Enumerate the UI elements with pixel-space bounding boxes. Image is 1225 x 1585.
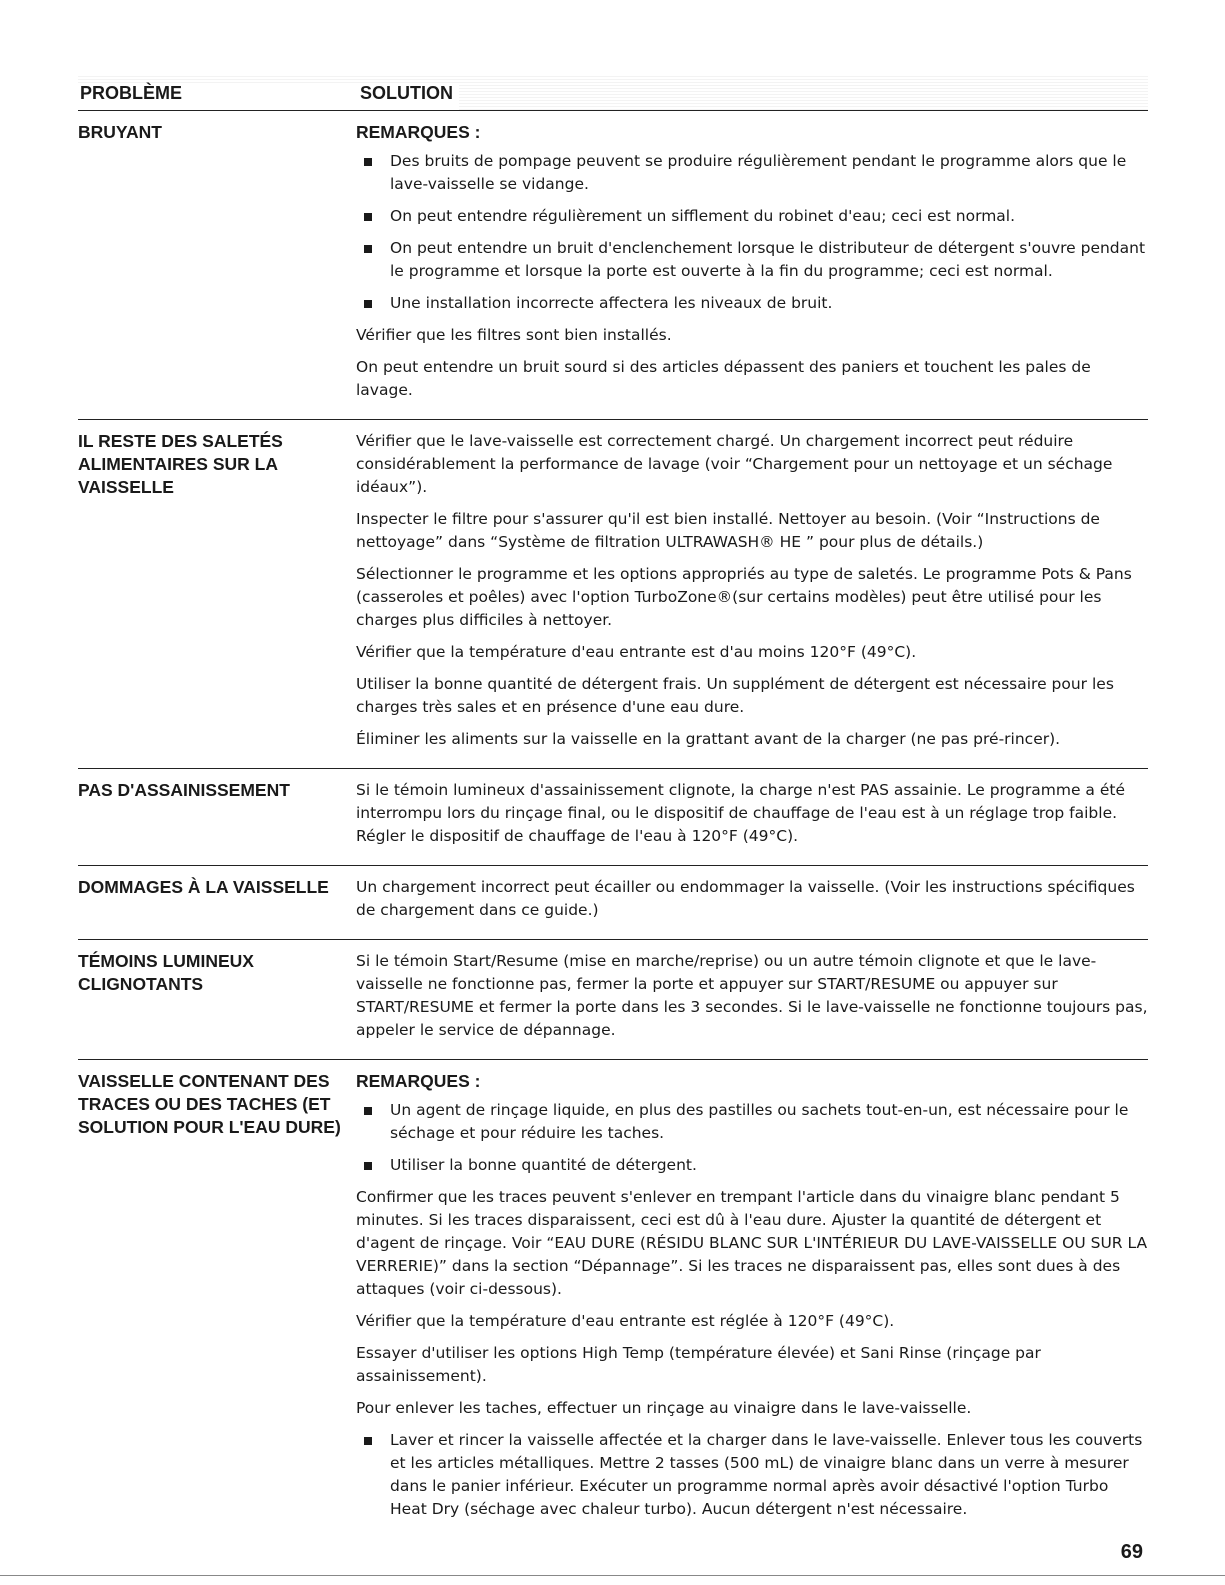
bullet-text: Des bruits de pompage peuvent se produire régulièrement pendant le programme alors que le lave-vaisselle se vidange. [390,152,1127,193]
bullet-text: On peut entendre régulièrement un sifflement du robinet d'eau; ceci est normal. [390,207,1016,225]
bullet-text: Une installation incorrecte affectera les niveaux de bruit. [390,294,833,312]
paragraph: Si le témoin lumineux d'assainissement clignote, la charge n'est PAS assainie. Le programme a été interrompu lors du rinçage final, ou le dispositif de chauffage de l'eau est à un réglage trop faible. Régler le dispositif de chauffage de l'eau à 120°F (49°C). [356,781,1125,845]
list-item [356,205,1148,228]
problem-cell: BRUYANT [78,122,162,142]
paragraph: Éliminer les aliments sur la vaisselle en la grattant avant de la charger (ne pas pré-rincer). [356,730,1061,748]
list-item [356,1099,1148,1145]
solution-cell [356,876,1148,931]
list-item [356,150,1148,196]
paragraph: Un chargement incorrect peut écailler ou endommager la vaisselle. (Voir les instructions spécifiques de chargement dans ce guide.) [356,878,1135,919]
paragraph: Essayer d'utiliser les options High Temp (température élevée) et Sani Rinse (rinçage par assainissement). [356,1344,1041,1385]
bullet-square-icon [364,1162,372,1170]
bullet-square-icon [364,158,372,166]
problem-cell: DOMMAGES À LA VAISSELLE [78,877,329,897]
paragraph: On peut entendre un bruit sourd si des articles dépassent des paniers et touchent les pales de lavage. [356,358,1091,399]
bullet-square-icon [364,1107,372,1115]
remarks-label: REMARQUES : [356,1071,481,1091]
problem-cell: TÉMOINS LUMINEUX CLIGNOTANTS [78,951,254,994]
header-solution: SOLUTION [358,83,459,110]
bullet-text: On peut entendre un bruit d'enclenchement lorsque le distributeur de détergent s'ouvre pendant le programme et lorsque la porte est ouverte à la fin du programme; ceci est normal. [390,239,1146,280]
paragraph: Utiliser la bonne quantité de détergent frais. Un supplément de détergent est nécessaire pour les charges très sales et en présence d'une eau dure. [356,675,1114,716]
problem-cell: PAS D'ASSAINISSEMENT [78,780,290,800]
solution-cell [356,1070,1148,1530]
bullet-text: Utiliser la bonne quantité de détergent. [390,1156,697,1174]
solution-cell [356,121,1148,411]
list-item [356,292,1148,315]
bullet-square-icon [364,1437,372,1445]
bullet-square-icon [364,300,372,308]
solution-cell [356,430,1148,760]
paragraph: Sélectionner le programme et les options appropriés au type de saletés. Le programme Pots & Pans (casseroles et poêles) avec l'option TurboZone®(sur certains modèles) peut être utilisé pour les charges plus difficiles à nettoyer. [356,565,1132,629]
footer-rule [0,1575,1225,1576]
paragraph: Pour enlever les taches, effectuer un rinçage au vinaigre dans le lave-vaisselle. [356,1399,972,1417]
table-row [78,111,1148,420]
paragraph: Inspecter le filtre pour s'assurer qu'il est bien installé. Nettoyer au besoin. (Voir “Instructions de nettoyage” dans “Système de filtration ULTRAWASH® HE ” pour plus de détails.) [356,510,1100,551]
troubleshooting-table [78,74,1148,1538]
solution-cell [356,779,1148,857]
list-item [356,1154,1148,1177]
bullet-square-icon [364,213,372,221]
problem-cell: VAISSELLE CONTENANT DES TRACES OU DES TACHES (ET SOLUTION POUR L'EAU DURE) [78,1071,341,1137]
header-problem: PROBLÈME [78,83,358,110]
problem-cell: IL RESTE DES SALETÉS ALIMENTAIRES SUR LA VAISSELLE [78,431,283,497]
page-number: 69 [1120,1541,1143,1563]
list-item [356,1429,1148,1521]
paragraph: Vérifier que la température d'eau entrante est d'au moins 120°F (49°C). [356,643,917,661]
bullet-square-icon [364,245,372,253]
table-header [78,74,1148,111]
paragraph: Confirmer que les traces peuvent s'enlever en trempant l'article dans du vinaigre blanc pendant 5 minutes. Si les traces disparaissent, ceci est dû à l'eau dure. Ajuster la quantité de détergent et d'agent de rinçage. Voir “EAU DURE (RÉSIDU BLANC SUR L'INTÉRIEUR DU LAVE-VAISSELLE OU SUR LA VERRERIE)” dans la section “Dépannage”. Si les traces ne disparaissent pas, elles sont dues à des attaques (voir ci-dessous). [356,1188,1148,1298]
paragraph: Vérifier que les filtres sont bien installés. [356,326,672,344]
table-row [78,769,1148,866]
solution-cell [356,950,1148,1051]
paragraph: Vérifier que la température d'eau entrante est réglée à 120°F (49°C). [356,1312,895,1330]
table-row [78,1060,1148,1538]
list-item [356,237,1148,283]
paragraph: Si le témoin Start/Resume (mise en marche/reprise) ou un autre témoin clignote et que le lave-vaisselle ne fonctionne pas, fermer la porte et appuyer sur START/RESUME ou appuyer sur START/RESUME et fermer la porte dans les 3 secondes. Si le lave-vaisselle ne fonctionne toujours pas, appeler le service de dépannage. [356,952,1148,1039]
paragraph: Vérifier que le lave-vaisselle est correctement chargé. Un chargement incorrect peut réduire considérablement la performance de lavage (voir “Chargement pour un nettoyage et un séchage idéaux”). [356,432,1113,496]
remarks-label: REMARQUES : [356,122,481,142]
table-row [78,420,1148,769]
bullet-text: Un agent de rinçage liquide, en plus des pastilles ou sachets tout-en-un, est nécessaire pour le séchage et pour réduire les taches. [390,1101,1129,1142]
bullet-text: Laver et rincer la vaisselle affectée et la charger dans le lave-vaisselle. Enlever tous les couverts et les articles métalliques. Mettre 2 tasses (500 mL) de vinaigre blanc dans un verre à mesurer dans le panier inférieur. Exécuter un programme normal après avoir désactivé l'option Turbo Heat Dry (séchage avec chaleur turbo). Aucun détergent n'est nécessaire. [390,1431,1143,1518]
table-row [78,866,1148,940]
table-row [78,940,1148,1060]
